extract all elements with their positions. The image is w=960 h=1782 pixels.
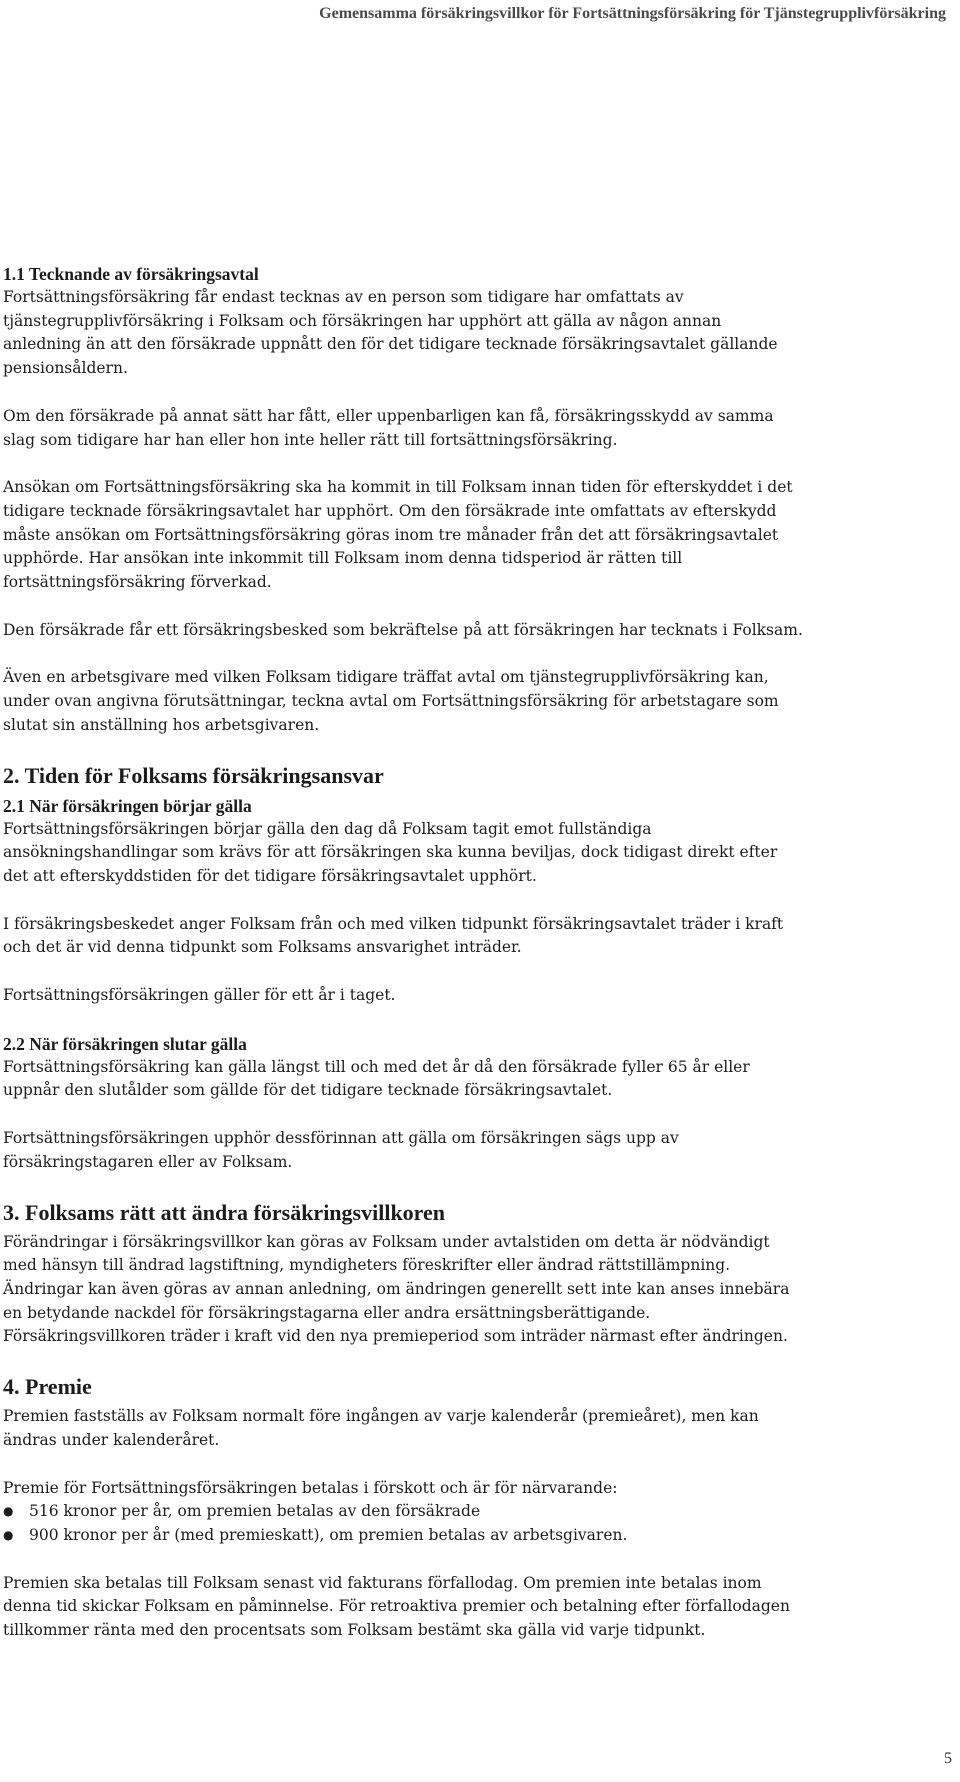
paragraph: Om den försäkrade på annat sätt har fått, eller uppenbarligen kan få, försäkringsskydd av samma slag som tidigare har han eller hon inte heller rätt till fortsättningsförsäkring.: [3, 406, 774, 449]
section-3-heading: 3. Folksams rätt att ändra försäkringsvillkoren: [3, 1199, 446, 1225]
section-2-heading: 2. Tiden för Folksams försäkringsansvar: [3, 762, 384, 788]
document-body: [3, 262, 803, 1667]
running-header: Gemensamma försäkringsvillkor för Fortsättningsförsäkring för Tjänstegrupplivförsäkring: [319, 5, 946, 22]
paragraph: Den försäkrade får ett försäkringsbesked som bekräftelse på att försäkringen har tecknats i Folksam.: [3, 620, 803, 639]
premium-list: [3, 1500, 803, 1547]
page-number: 5: [944, 1750, 952, 1767]
paragraph: Premie för Fortsättningsförsäkringen betalas i förskott och är för närvarande:: [3, 1478, 618, 1497]
section-2-2-heading: 2.2 När försäkringen slutar gälla: [3, 1033, 247, 1054]
section-4-heading: 4. Premie: [3, 1374, 92, 1400]
list-item: ● 900 kronor per år (med premieskatt), om premien betalas av arbetsgivaren.: [3, 1524, 803, 1548]
paragraph: Premien ska betalas till Folksam senast vid fakturans förfallodag. Om premien inte betalas inom denna tid skickar Folksam en påminnelse. För retroaktiva premier och betalning efter förfallodagen tillkommer ränta med den procentsats som Folksam bestämt ska gälla vid varje tidpunkt.: [3, 1573, 790, 1640]
paragraph: Fortsättningsförsäkringen upphör dessförinnan att gälla om försäkringen sägs upp av försäkringstagaren eller av Folksam.: [3, 1129, 679, 1171]
paragraph: Fortsättningsförsäkring får endast tecknas av en person som tidigare har omfattats av tjänstegrupplivförsäkring i Folksam och försäkringen har upphört att gälla av någon annan anledning än att den försäkrade uppnått den för det tidigare tecknade försäkringsavtalet gällande pensionsåldern.: [3, 288, 778, 378]
paragraph: Förändringar i försäkringsvillkor kan göras av Folksam under avtalstiden om detta är nödvändigt med hänsyn till ändrad lagstiftning, myndigheters föreskrifter eller ändrad rättstillämpning. Ändringar kan även göras av annan anledning, om ändringen generellt sett inte kan anses innebära en betydande nackdel för försäkringstagarna eller andra ersättningsberättigande. Försäkringsvillkoren träder i kraft vid den nya premieperiod som inträder närmast efter ändringen.: [3, 1232, 790, 1346]
section-1-1-heading: 1.1 Tecknande av försäkringsavtal: [3, 264, 259, 284]
paragraph: Även en arbetsgivare med vilken Folksam tidigare träffat avtal om tjänstegrupplivförsäkring kan, under ovan angivna förutsättningar, teckna avtal om Fortsättningsförsäkring för arbetstagare som slutat sin anställning hos arbetsgivaren.: [3, 668, 779, 734]
paragraph: Fortsättningsförsäkringen börjar gälla den dag då Folksam tagit emot fullständiga ansökningshandlingar som krävs för att försäkringen ska kunna beviljas, dock tidigast direkt efter det att efterskyddstiden för det tidigare försäkringsavtalet upphört.: [3, 819, 778, 885]
list-item: ● 516 kronor per år, om premien betalas av den försäkrade: [3, 1500, 803, 1524]
paragraph: I försäkringsbeskedet anger Folksam från och med vilken tidpunkt försäkringsavtalet träder i kraft och det är vid denna tidpunkt som Folksams ansvarighet inträder.: [3, 914, 784, 957]
paragraph: Fortsättningsförsäkring kan gälla längst till och med det år då den försäkrade fyller 65 år eller uppnår den slutålder som gällde för det tidigare tecknade försäkringsavtalet.: [3, 1057, 750, 1100]
paragraph: Ansökan om Fortsättningsförsäkring ska ha kommit in till Folksam innan tiden för efterskyddet i det tidigare tecknade försäkringsavtalet har upphört. Om den försäkrade inte omfattats av efterskydd måste ansökan om Fortsättningsförsäkring göras inom tre månader från det att försäkringsavtalet upphörde. Har ansökan inte inkommit till Folksam inom denna tidsperiod är rätten till fortsättningsförsäkring förverkad.: [3, 478, 793, 592]
paragraph: Premien fastställs av Folksam normalt före ingången av varje kalenderår (premieåret), men kan ändras under kalenderåret.: [3, 1407, 759, 1449]
section-2-1-heading: 2.1 När försäkringen börjar gälla: [3, 795, 252, 816]
paragraph: Fortsättningsförsäkringen gäller för ett år i taget.: [3, 986, 396, 1005]
